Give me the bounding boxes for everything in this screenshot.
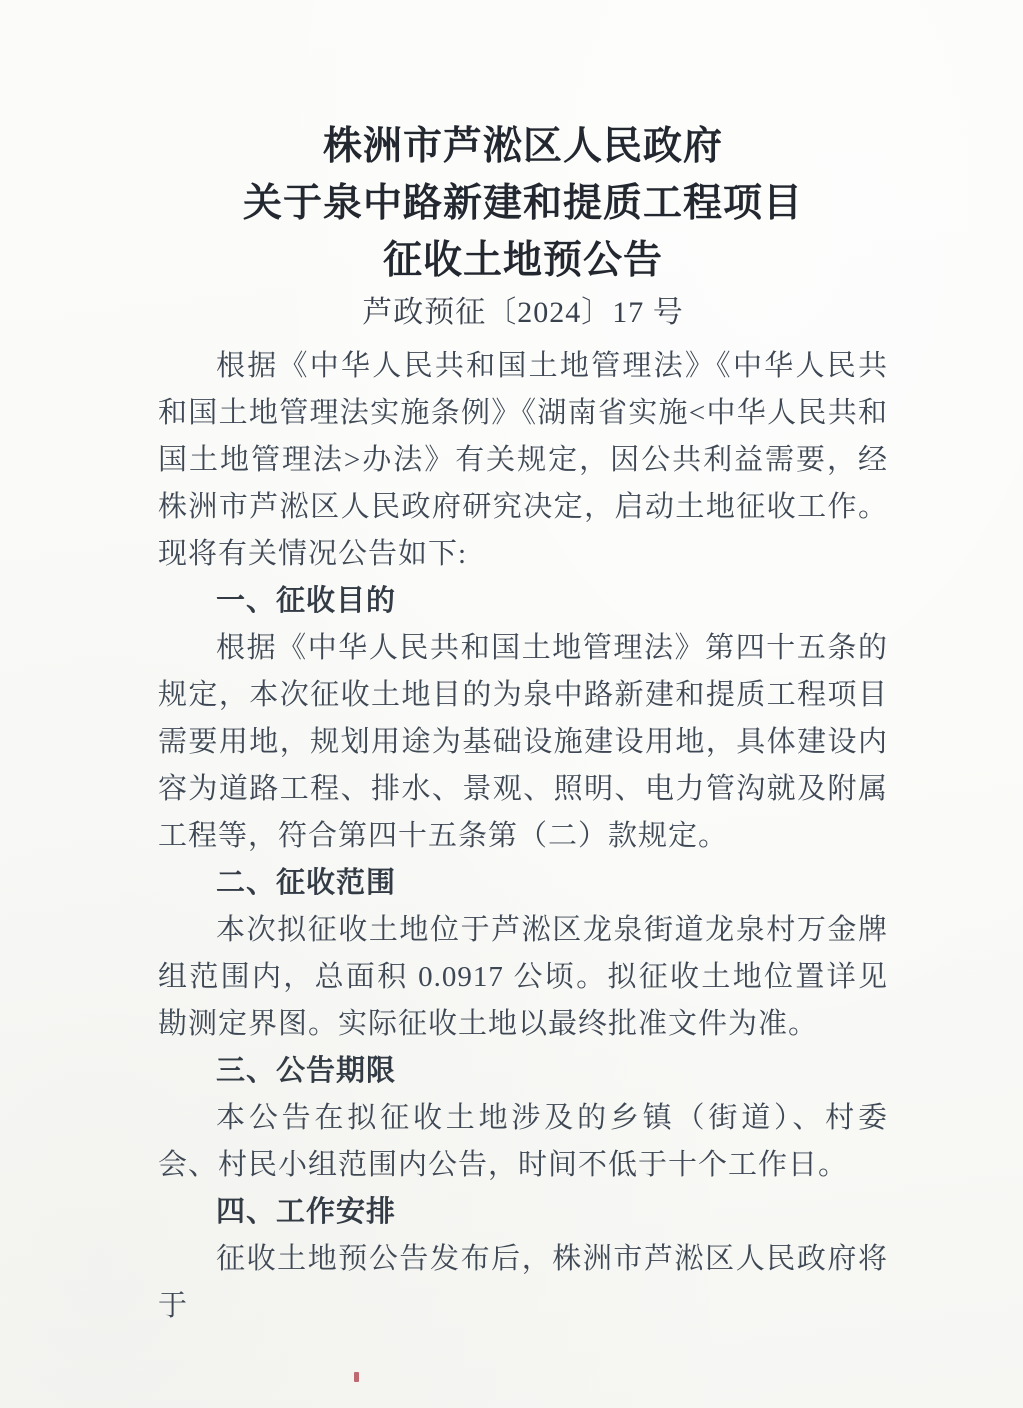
section-heading-notice-period: 三、公告期限 bbox=[216, 1055, 397, 1087]
document-number: 芦政预征〔2024〕17 号 bbox=[362, 296, 684, 329]
document-content bbox=[158, 0, 888, 1330]
section-body-work-plan: 征收土地预公告发布后，株洲市芦淞区人民政府将于 bbox=[158, 1243, 888, 1322]
section-heading-purpose: 一、征收目的 bbox=[216, 585, 397, 617]
title-line-2: 关于泉中路新建和提质工程项目 bbox=[242, 182, 803, 225]
title-line-1: 株洲市芦淞区人民政府 bbox=[322, 125, 723, 168]
section-body-notice-period: 本公告在拟征收土地涉及的乡镇（街道）、村委会、村民小组范围内公告，时间不低于十个工作日。 bbox=[158, 1102, 888, 1181]
section-heading-scope: 二、征收范围 bbox=[216, 867, 397, 899]
red-ink-speck bbox=[354, 1372, 359, 1382]
section-body-scope: 本次拟征收土地位于芦淞区龙泉街道龙泉村万金牌组范围内，总面积 0.0917 公顷。拟征收土地位置详见勘测定界图。实际征收土地以最终批准文件为准。 bbox=[158, 914, 888, 1040]
section-heading-work-plan: 四、工作安排 bbox=[216, 1196, 397, 1228]
title-line-3: 征收土地预公告 bbox=[382, 239, 663, 282]
document-title bbox=[158, 0, 888, 289]
section-body-purpose: 根据《中华人民共和国土地管理法》第四十五条的规定，本次征收土地目的为泉中路新建和提质工程项目需要用地，规划用途为基础设施建设用地，具体建设内容为道路工程、排水、景观、照明、电力管沟就及附属工程等，符合第四十五条第（二）款规定。 bbox=[158, 632, 888, 852]
intro-paragraph: 根据《中华人民共和国土地管理法》《中华人民共和国土地管理法实施条例》《湖南省实施<中华人民共和国土地管理法>办法》有关规定，因公共利益需要，经株洲市芦淞区人民政府研究决定，启动土地征收工作。现将有关情况公告如下: bbox=[158, 350, 888, 570]
